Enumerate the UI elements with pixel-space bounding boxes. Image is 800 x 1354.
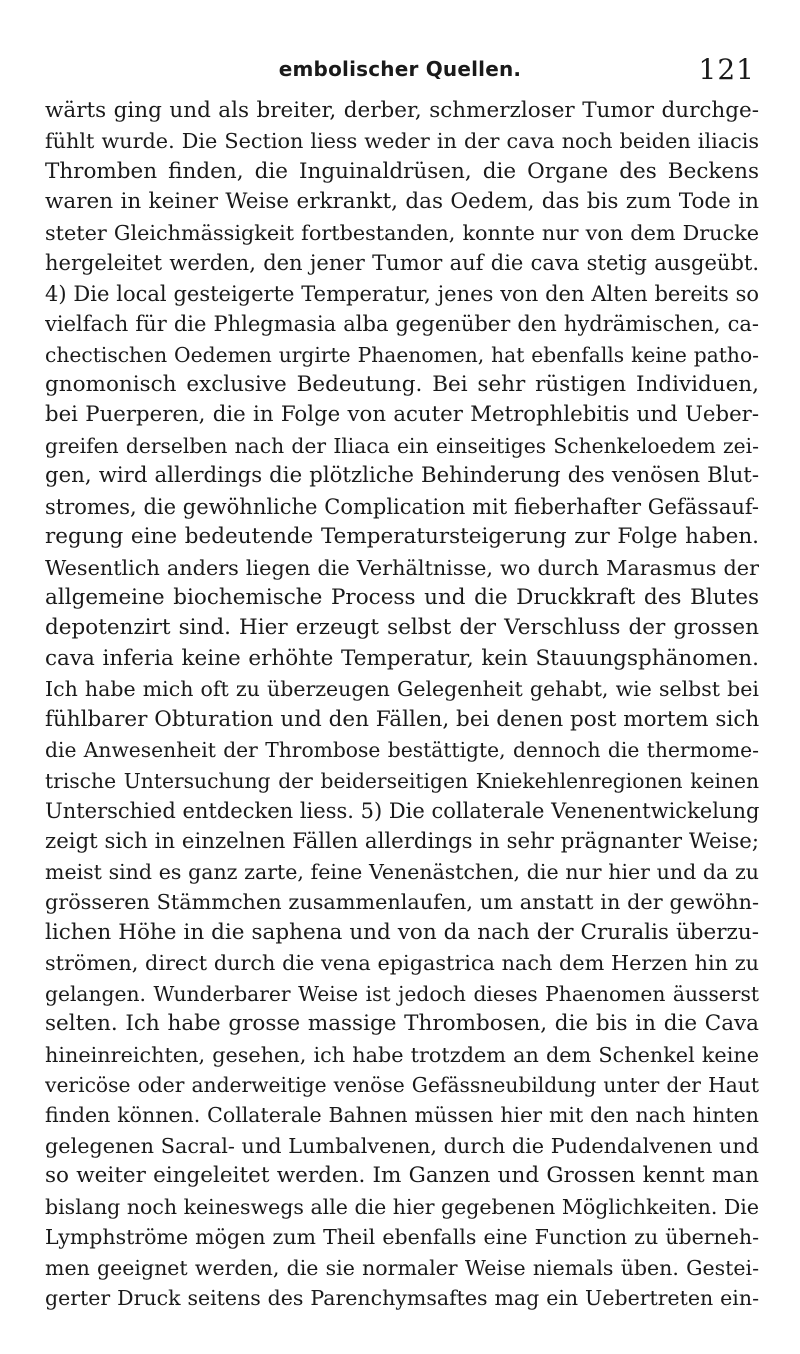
text-line: Unterschied entdecken liess. 5) Die collaterale Venenentwickelung bbox=[45, 799, 759, 824]
text-line: gen, wird allerdings die plötzliche Behinderung des venösen Blut- bbox=[45, 463, 759, 489]
text-line: Ich habe mich oft zu überzeugen Gelegenheit gehabt, wie selbst bei bbox=[45, 677, 759, 702]
text-line: strömen, direct durch die vena epigastrica nach dem Herzen hin zu bbox=[45, 951, 759, 976]
text-line: gerter Druck seitens des Parenchymsaftes mag ein Uebertreten ein- bbox=[45, 1286, 759, 1311]
text-line: fühlt wurde. Die Section liess weder in der cava noch beiden iliacis bbox=[45, 129, 759, 154]
text-line: stromes, die gewöhnliche Complication mit fieberhafter Gefässauf- bbox=[45, 494, 759, 519]
text-line: 4) Die local gesteigerte Temperatur, jenes von den Alten bereits so bbox=[45, 281, 759, 306]
text-line: finden können. Collaterale Bahnen müssen hier mit den nach hinten bbox=[45, 1103, 759, 1128]
text-line: bei Puerperen, die in Folge von acuter Metrophlebitis und Ueber- bbox=[45, 402, 759, 428]
text-line: chectischen Oedemen urgirte Phaenomen, hat ebenfalls keine patho- bbox=[45, 342, 759, 367]
body-text bbox=[45, 96, 759, 1314]
page-header bbox=[45, 53, 755, 91]
text-line: Wesentlich anders liegen die Verhältnisse, wo durch Marasmus der bbox=[45, 555, 759, 580]
text-line: vericöse oder anderweitige venöse Gefässneubildung unter der Haut bbox=[45, 1073, 759, 1097]
text-line: selten. Ich habe grosse massige Thrombosen, die bis in die Cava bbox=[45, 1011, 759, 1037]
text-line: gnomonisch exclusive Bedeutung. Bei sehr rüstigen Individuen, bbox=[45, 371, 759, 397]
text-line: gelangen. Wunderbarer Weise ist jedoch dieses Phaenomen äusserst bbox=[45, 981, 759, 1006]
text-line: waren in keiner Weise erkrankt, das Oedem, das bis zum Tode in bbox=[45, 189, 759, 215]
text-line: gelegenen Sacral- und Lumbalvenen, durch die Pudendalvenen und bbox=[45, 1133, 759, 1158]
page-number: 121 bbox=[698, 53, 755, 86]
text-line: trische Untersuchung der beiderseitigen Kniekehlenregionen keinen bbox=[45, 768, 759, 793]
text-line: depotenzirt sind. Hier erzeugt selbst der Verschluss der grossen bbox=[45, 615, 759, 641]
text-line: greifen derselben nach der Iliaca ein einseitiges Schenkeloedem zei- bbox=[45, 433, 759, 458]
text-line: regung eine bedeutende Temperatursteigerung zur Folge haben. bbox=[45, 524, 759, 550]
text-line: bislang noch keineswegs alle die hier gegebenen Möglichkeiten. Die bbox=[45, 1194, 759, 1219]
text-line: men geeignet werden, die sie normaler Weise niemals üben. Gestei- bbox=[45, 1255, 759, 1280]
text-line: wärts ging und als breiter, derber, schmerzloser Tumor durchge- bbox=[45, 98, 759, 123]
running-title: embolischer Quellen. bbox=[278, 57, 522, 81]
text-line: so weiter eingeleitet werden. Im Ganzen und Grossen kennt man bbox=[45, 1163, 759, 1189]
text-line: Lymphströme mögen zum Theil ebenfalls eine Function zu überneh- bbox=[45, 1225, 759, 1250]
text-line: cava inferia keine erhöhte Temperatur, kein Stauungsphänomen. bbox=[45, 645, 759, 671]
text-line: lichen Höhe in die saphena und von da nach der Cruralis überzu- bbox=[45, 919, 759, 945]
text-line: fühlbarer Obturation und den Fällen, bei denen post mortem sich bbox=[45, 706, 759, 732]
text-line: meist sind es ganz zarte, feine Venenästchen, die nur hier und da zu bbox=[45, 859, 759, 884]
text-line: hergeleitet werden, den jener Tumor auf die cava stetig ausgeübt. bbox=[45, 251, 759, 276]
text-line: Thromben finden, die Inguinaldrüsen, die Organe des Beckens bbox=[45, 158, 759, 184]
text-line: zeigt sich in einzelnen Fällen allerdings in sehr prägnanter Weise; bbox=[45, 828, 759, 854]
text-line: die Anwesenheit der Thrombose bestättigte, dennoch die thermome- bbox=[45, 738, 759, 763]
text-line: hineinreichten, gesehen, ich habe trotzdem an dem Schenkel keine bbox=[45, 1042, 759, 1067]
text-line: grösseren Stämmchen zusammenlaufen, um anstatt in der gewöhn- bbox=[45, 890, 759, 915]
text-line: steter Gleichmässigkeit fortbestanden, konnte nur von dem Drucke bbox=[45, 220, 759, 245]
text-line: vielfach für die Phlegmasia alba gegenüber den hydrämischen, ca- bbox=[45, 312, 759, 337]
text-line: allgemeine biochemische Process und die Druckkraft des Blutes bbox=[45, 585, 759, 610]
